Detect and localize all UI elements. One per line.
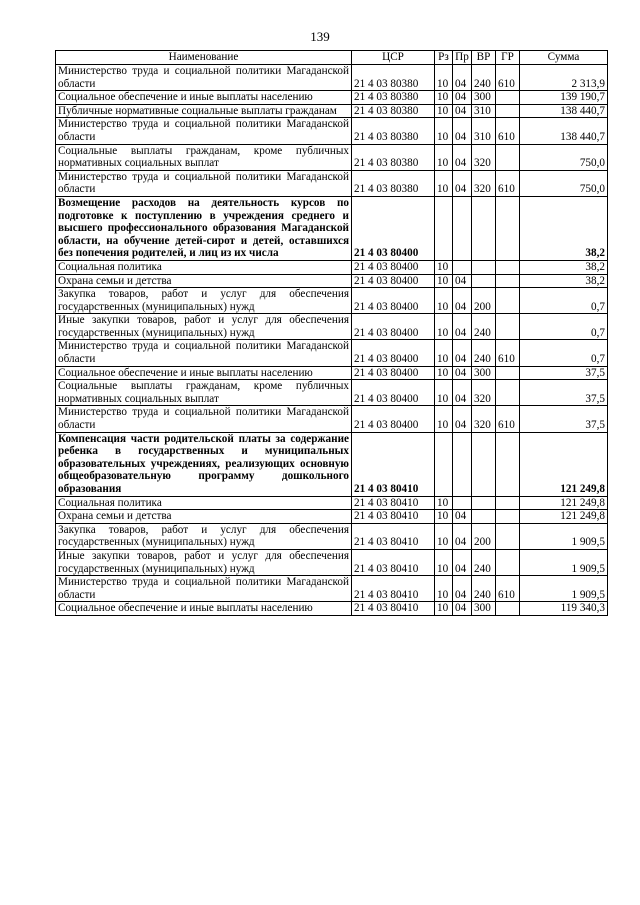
row-sum-cell: 750,0 (520, 170, 608, 196)
row-csr-cell: 21 4 03 80400 (352, 260, 435, 274)
row-pr-cell: 04 (453, 366, 472, 380)
row-rz-cell: 10 (435, 314, 453, 340)
row-sum-cell: 138 440,7 (520, 104, 608, 118)
table-row (56, 91, 608, 105)
row-name-cell: Министерство труда и социальной политики Магаданской области (56, 340, 352, 366)
row-pr-cell: 04 (453, 549, 472, 575)
page-number: 139 (310, 29, 330, 44)
row-rz-cell: 10 (435, 510, 453, 524)
row-rz-cell: 10 (435, 104, 453, 118)
row-pr-cell: 04 (453, 602, 472, 616)
table-row (56, 576, 608, 602)
row-pr-cell (453, 196, 472, 260)
row-pr-cell (453, 496, 472, 510)
row-sum-cell: 138 440,7 (520, 118, 608, 144)
row-csr-cell: 21 4 03 80410 (352, 549, 435, 575)
row-name-cell: Охрана семьи и детства (56, 274, 352, 288)
row-gr-cell (496, 366, 520, 380)
header-csr: ЦСР (352, 51, 435, 65)
row-csr-cell: 21 4 03 80380 (352, 104, 435, 118)
table-row (56, 602, 608, 616)
row-name-cell: Социальные выплаты гражданам, кроме публичных нормативных социальных выплат (56, 380, 352, 406)
row-pr-cell (453, 432, 472, 496)
row-gr-cell (496, 288, 520, 314)
table-row (56, 144, 608, 170)
header-rz: Рз (435, 51, 453, 65)
row-name-cell: Социальное обеспечение и иные выплаты населению (56, 366, 352, 380)
row-pr-cell: 04 (453, 274, 472, 288)
row-sum-cell: 37,5 (520, 366, 608, 380)
row-gr-cell (496, 602, 520, 616)
row-sum-cell: 119 340,3 (520, 602, 608, 616)
row-rz-cell: 10 (435, 406, 453, 432)
row-rz-cell: 10 (435, 602, 453, 616)
header-sum: Сумма (520, 51, 608, 65)
table-row (56, 432, 608, 496)
row-name-cell: Социальное обеспечение и иные выплаты населению (56, 91, 352, 105)
row-sum-cell: 139 190,7 (520, 91, 608, 105)
row-pr-cell: 04 (453, 288, 472, 314)
row-name-cell: Охрана семьи и детства (56, 510, 352, 524)
row-pr-cell: 04 (453, 380, 472, 406)
row-name-cell: Министерство труда и социальной политики Магаданской области (56, 406, 352, 432)
row-rz-cell: 10 (435, 576, 453, 602)
table-row (56, 65, 608, 91)
row-gr-cell (496, 510, 520, 524)
row-csr-cell: 21 4 03 80400 (352, 380, 435, 406)
row-csr-cell: 21 4 03 80400 (352, 406, 435, 432)
row-gr-cell (496, 91, 520, 105)
row-gr-cell: 610 (496, 170, 520, 196)
row-name-cell: Публичные нормативные социальные выплаты гражданам (56, 104, 352, 118)
row-pr-cell: 04 (453, 65, 472, 91)
row-vr-cell (472, 274, 496, 288)
row-vr-cell: 240 (472, 340, 496, 366)
table-row (56, 340, 608, 366)
row-csr-cell: 21 4 03 80380 (352, 91, 435, 105)
row-pr-cell: 04 (453, 406, 472, 432)
row-sum-cell: 750,0 (520, 144, 608, 170)
row-pr-cell: 04 (453, 91, 472, 105)
table-row (56, 104, 608, 118)
row-pr-cell: 04 (453, 314, 472, 340)
row-vr-cell (472, 260, 496, 274)
row-vr-cell (472, 196, 496, 260)
row-name-cell: Компенсация части родительской платы за содержание ребенка в государственных и муниципальных образовательных учреждениях, реализующих основную общеобразовательную программу дошкольного образования (56, 432, 352, 496)
row-vr-cell: 300 (472, 602, 496, 616)
row-sum-cell: 121 249,8 (520, 432, 608, 496)
row-name-cell: Иные закупки товаров, работ и услуг для обеспечения государственных (муниципальных) нужд (56, 314, 352, 340)
table-row (56, 549, 608, 575)
row-gr-cell: 610 (496, 340, 520, 366)
row-vr-cell (472, 496, 496, 510)
row-csr-cell: 21 4 03 80400 (352, 196, 435, 260)
row-vr-cell: 310 (472, 118, 496, 144)
budget-table (55, 50, 608, 616)
row-gr-cell (496, 274, 520, 288)
row-pr-cell: 04 (453, 144, 472, 170)
row-pr-cell: 04 (453, 523, 472, 549)
row-csr-cell: 21 4 03 80410 (352, 496, 435, 510)
row-csr-cell: 21 4 03 80400 (352, 288, 435, 314)
row-rz-cell: 10 (435, 288, 453, 314)
row-gr-cell (496, 549, 520, 575)
row-pr-cell (453, 260, 472, 274)
row-name-cell: Социальная политика (56, 496, 352, 510)
row-csr-cell: 21 4 03 80410 (352, 602, 435, 616)
row-sum-cell: 37,5 (520, 406, 608, 432)
table-row (56, 118, 608, 144)
row-rz-cell: 10 (435, 496, 453, 510)
table-header-row (56, 51, 608, 65)
row-vr-cell (472, 432, 496, 496)
table-row (56, 406, 608, 432)
table-row (56, 510, 608, 524)
row-sum-cell: 38,2 (520, 274, 608, 288)
row-csr-cell: 21 4 03 80380 (352, 65, 435, 91)
row-csr-cell: 21 4 03 80410 (352, 510, 435, 524)
row-rz-cell: 10 (435, 65, 453, 91)
row-vr-cell: 240 (472, 549, 496, 575)
row-sum-cell: 121 249,8 (520, 496, 608, 510)
row-vr-cell: 240 (472, 314, 496, 340)
table-row (56, 274, 608, 288)
header-name: Наименование (56, 51, 352, 65)
row-sum-cell: 1 909,5 (520, 523, 608, 549)
row-gr-cell (496, 196, 520, 260)
row-sum-cell: 38,2 (520, 260, 608, 274)
row-rz-cell (435, 432, 453, 496)
row-gr-cell (496, 314, 520, 340)
row-sum-cell: 0,7 (520, 340, 608, 366)
row-csr-cell: 21 4 03 80400 (352, 340, 435, 366)
row-name-cell: Социальное обеспечение и иные выплаты населению (56, 602, 352, 616)
row-name-cell: Министерство труда и социальной политики Магаданской области (56, 65, 352, 91)
row-name-cell: Министерство труда и социальной политики Магаданской области (56, 170, 352, 196)
row-vr-cell: 200 (472, 288, 496, 314)
row-sum-cell: 37,5 (520, 380, 608, 406)
row-gr-cell: 610 (496, 65, 520, 91)
row-rz-cell: 10 (435, 366, 453, 380)
row-csr-cell: 21 4 03 80410 (352, 576, 435, 602)
row-gr-cell (496, 432, 520, 496)
row-name-cell: Закупка товаров, работ и услуг для обеспечения государственных (муниципальных) нужд (56, 288, 352, 314)
row-csr-cell: 21 4 03 80410 (352, 432, 435, 496)
table-row (56, 380, 608, 406)
row-pr-cell: 04 (453, 510, 472, 524)
row-vr-cell: 240 (472, 65, 496, 91)
row-vr-cell: 300 (472, 366, 496, 380)
row-csr-cell: 21 4 03 80400 (352, 314, 435, 340)
row-gr-cell (496, 380, 520, 406)
row-sum-cell: 1 909,5 (520, 576, 608, 602)
table-row (56, 170, 608, 196)
row-vr-cell: 310 (472, 104, 496, 118)
table-row (56, 260, 608, 274)
header-vr: ВР (472, 51, 496, 65)
row-rz-cell: 10 (435, 340, 453, 366)
row-sum-cell: 0,7 (520, 288, 608, 314)
row-sum-cell: 2 313,9 (520, 65, 608, 91)
row-csr-cell: 21 4 03 80410 (352, 523, 435, 549)
header-gr: ГР (496, 51, 520, 65)
row-rz-cell: 10 (435, 523, 453, 549)
row-gr-cell: 610 (496, 118, 520, 144)
row-gr-cell (496, 104, 520, 118)
table-row (56, 314, 608, 340)
row-csr-cell: 21 4 03 80400 (352, 274, 435, 288)
row-gr-cell (496, 260, 520, 274)
row-rz-cell: 10 (435, 170, 453, 196)
row-csr-cell: 21 4 03 80380 (352, 144, 435, 170)
row-rz-cell: 10 (435, 274, 453, 288)
row-name-cell: Социальная политика (56, 260, 352, 274)
row-rz-cell: 10 (435, 549, 453, 575)
row-name-cell: Иные закупки товаров, работ и услуг для обеспечения государственных (муниципальных) нужд (56, 549, 352, 575)
row-name-cell: Закупка товаров, работ и услуг для обеспечения государственных (муниципальных) нужд (56, 523, 352, 549)
row-rz-cell: 10 (435, 144, 453, 170)
row-pr-cell: 04 (453, 104, 472, 118)
row-vr-cell: 320 (472, 144, 496, 170)
row-rz-cell: 10 (435, 380, 453, 406)
table-row (56, 523, 608, 549)
row-vr-cell (472, 510, 496, 524)
row-csr-cell: 21 4 03 80380 (352, 170, 435, 196)
header-pr: Пр (453, 51, 472, 65)
row-sum-cell: 121 249,8 (520, 510, 608, 524)
row-vr-cell: 320 (472, 380, 496, 406)
row-vr-cell: 200 (472, 523, 496, 549)
row-vr-cell: 240 (472, 576, 496, 602)
row-rz-cell: 10 (435, 91, 453, 105)
table-row (56, 496, 608, 510)
row-gr-cell: 610 (496, 406, 520, 432)
row-vr-cell: 320 (472, 170, 496, 196)
row-pr-cell: 04 (453, 340, 472, 366)
table-row (56, 288, 608, 314)
row-rz-cell: 10 (435, 118, 453, 144)
row-vr-cell: 300 (472, 91, 496, 105)
row-pr-cell: 04 (453, 118, 472, 144)
row-gr-cell: 610 (496, 576, 520, 602)
row-name-cell: Возмещение расходов на деятельность курсов по подготовке к поступлению в учреждения среднего и высшего профессионального образования Магаданской области, на обучение детей-сирот и детей, оставшихся без попечения родителей, и лиц из их числа (56, 196, 352, 260)
row-gr-cell (496, 523, 520, 549)
table-row (56, 196, 608, 260)
row-pr-cell: 04 (453, 170, 472, 196)
row-name-cell: Министерство труда и социальной политики Магаданской области (56, 576, 352, 602)
row-sum-cell: 38,2 (520, 196, 608, 260)
row-rz-cell: 10 (435, 260, 453, 274)
row-vr-cell: 320 (472, 406, 496, 432)
row-sum-cell: 1 909,5 (520, 549, 608, 575)
row-pr-cell: 04 (453, 576, 472, 602)
row-name-cell: Социальные выплаты гражданам, кроме публичных нормативных социальных выплат (56, 144, 352, 170)
row-csr-cell: 21 4 03 80380 (352, 118, 435, 144)
row-sum-cell: 0,7 (520, 314, 608, 340)
row-csr-cell: 21 4 03 80400 (352, 366, 435, 380)
row-rz-cell (435, 196, 453, 260)
row-name-cell: Министерство труда и социальной политики Магаданской области (56, 118, 352, 144)
row-gr-cell (496, 496, 520, 510)
row-gr-cell (496, 144, 520, 170)
table-row (56, 366, 608, 380)
